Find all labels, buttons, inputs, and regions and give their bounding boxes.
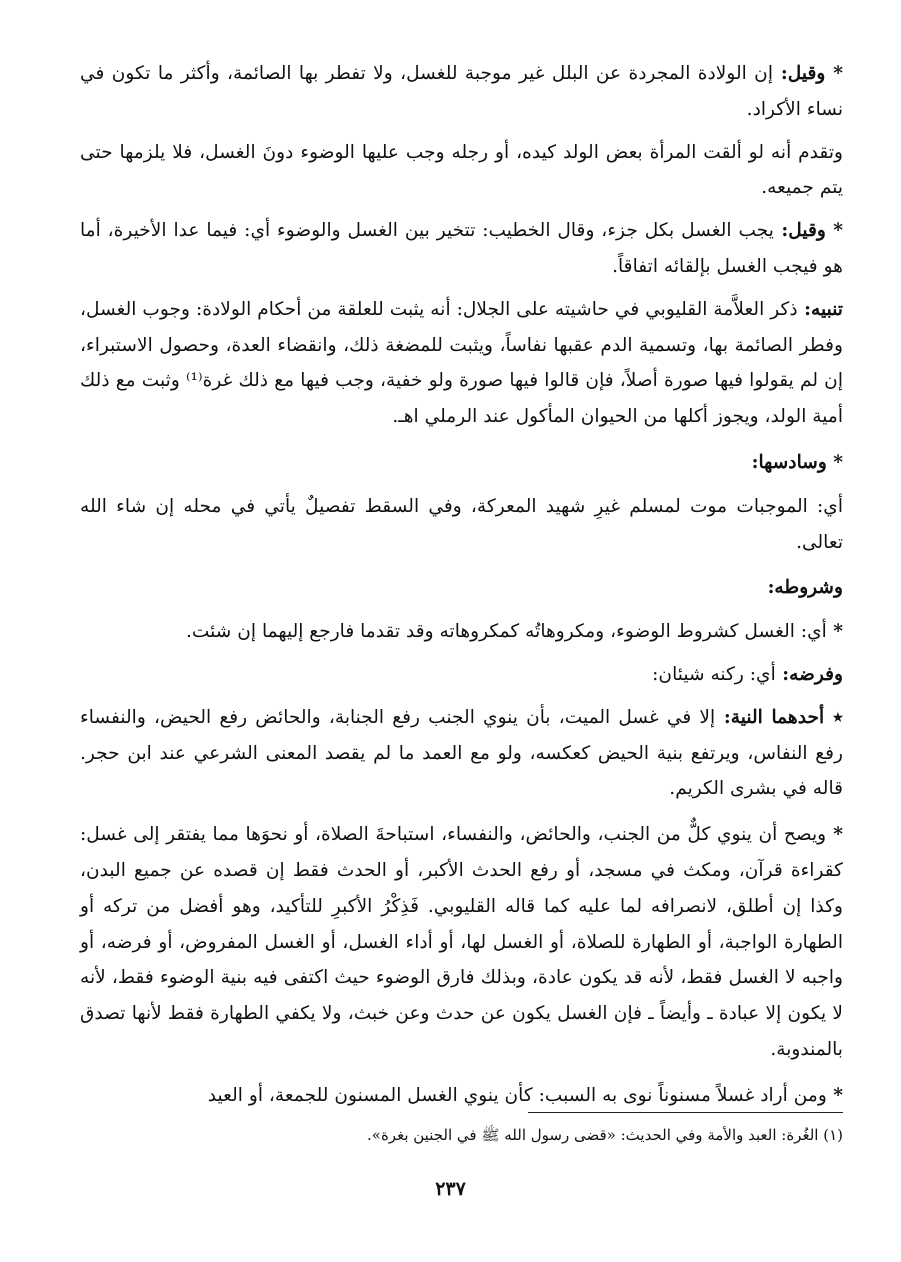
paragraph-text: يجب الغسل بكل جزء، وقال الخطيب: تتخير بين الغسل والوضوء أي: فيما عدا الأخيرة، أما هو فيجب الغسل بإلقائه اتفاقاً. xyxy=(80,220,843,277)
paragraph xyxy=(80,135,843,207)
paragraph-lead: * وقيل: xyxy=(773,63,843,84)
paragraph-text: إن الولادة المجردة عن البلل غير موجبة للغسل، ولا تفطر بها الصائمة، وأكثر ما تكون في نساء الأكراد. xyxy=(80,63,843,120)
footnote-marker: (١) xyxy=(823,1126,843,1144)
footnote xyxy=(80,1122,843,1148)
paragraph xyxy=(80,56,843,128)
footnote-text: الغُرة: العبد والأمة وفي الحديث: «قضى رسول الله ﷺ في الجنين بغرة». xyxy=(367,1126,819,1144)
paragraph-lead: * xyxy=(826,621,843,643)
page-number: ٢٣٧ xyxy=(435,1178,466,1200)
paragraph xyxy=(80,657,843,693)
paragraph xyxy=(80,817,843,1068)
paragraph-lead: * xyxy=(826,1084,843,1106)
paragraph-lead: وفرضه: xyxy=(775,663,843,685)
paragraph xyxy=(80,614,843,650)
paragraph-lead: تنبيه: xyxy=(797,298,843,320)
paragraph xyxy=(80,292,843,435)
paragraph-lead: ٭ أحدهما النية: xyxy=(715,706,843,728)
paragraph-text: إلا في غسل الميت، بأن ينوي الجنب رفع الجنابة، والحائض رفع الحيض، والنفساء رفع النفاس، ويرتفع بنية الحيض كعكسه، ولو مع العمد ما لم يقصد المعنى الشرعي عند ابن حجر. قاله في بشرى الكريم. xyxy=(80,706,843,800)
section-heading: وشروطه: xyxy=(767,577,843,599)
paragraph-text: وتقدم أنه لو ألقت المرأة بعض الولد كيده، أو رجله وجب عليها الوضوء دونَ الغسل، فلا يلزمها حتى يتم جميعه. xyxy=(80,141,843,199)
paragraph-lead: * وقيل: xyxy=(773,220,843,242)
paragraph xyxy=(80,1078,843,1114)
paragraph xyxy=(80,489,843,561)
paragraph-text: ويصح أن ينوي كلٌّ من الجنب، والحائض، والنفساء، استباحةَ الصلاة، أو نحوَها مما يفتقر إلى غسل: كقراءة قرآن، ومكث في مسجد، أو رفع الحدث الأكبر، أو الحدث فقط إن قصده عن جميع البدن، وكذا إن أطلق، لانصرافه لما عليه كما قاله القليوبي. فَذِكْرُ الأكبرِ للتأكيد، وهو أفضل من تركه أو الطهارة الواجبة، أو الطهارة للصلاة، أو الغسل لها، أو أداء الغسل، أو الغسل المفروض، أو فرضه، أو واجبه لا الغسل فقط، لأنه قد يكون عادة، وبذلك فارق الوضوء حيث اكتفى فيه بنية الوضوء فقط، لأنه لا يكون إلا عبادة ـ وأيضاً ـ فإن الغسل يكون عن حدث وعن خبث، ولا يكفي الطهارة فقط لأنها تصدق بالمندوبة. xyxy=(80,824,843,1060)
paragraph-text: أي: الموجبات موت لمسلم غيرِ شهيد المعركة، وفي السقط تفصيلٌ يأتي في محله إن شاء الله تعالى. xyxy=(80,495,843,553)
paragraph-text: ومن أراد غسلاً مسنوناً نوى به السبب: كأن ينوي الغسل المسنون للجمعة، أو العيد xyxy=(207,1084,827,1106)
paragraph-text: ذكر العلاَّمة القليوبي في حاشيته على الجلال: أنه يثبت للعلقة من أحكام الولادة: وجوب الغسل، وفطر الصائمة بها، وتسمية الدم عقبها نفاساً، ويثبت للمضغة ذلك، وانقضاء العدة، وحصول الاستبراء، إن لم يقولوا فيها صورة أصلاً، فإن قالوا فيها صورة ولو خفية، وجب فيها مع ذلك غرة⁽¹⁾ وثبت مع ذلك أمية الولد، ويجوز أكلها من الحيوان المأكول عند الرملي اهـ. xyxy=(80,298,843,428)
footnote-divider xyxy=(528,1112,843,1113)
paragraph-text: أي: ركنه شيئان: xyxy=(652,663,776,685)
paragraph xyxy=(80,700,843,807)
section-heading: * وسادسها: xyxy=(751,451,843,473)
paragraph-lead: * xyxy=(826,824,843,846)
paragraph xyxy=(80,213,843,285)
paragraph-text: أي: الغسل كشروط الوضوء، ومكروهاتُه كمكروهاته وقد تقدما فارجع إليهما إن شئت. xyxy=(185,621,827,643)
page-body xyxy=(80,56,843,1124)
